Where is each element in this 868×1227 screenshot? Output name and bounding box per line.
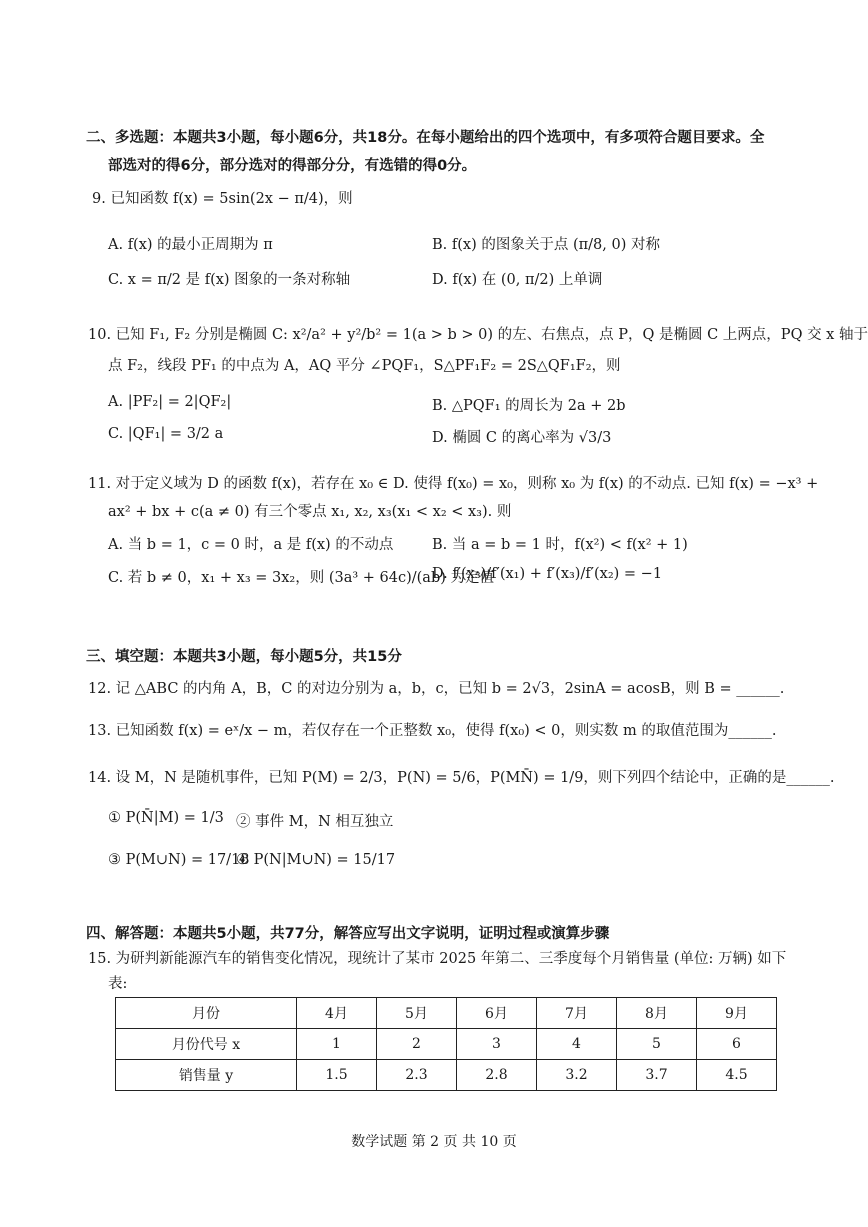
table-cell: 6 — [697, 1029, 777, 1060]
table-cell: 8月 — [617, 998, 697, 1029]
question-11-line2: ax² + bx + c(a ≠ 0) 有三个零点 x₁, x₂, x₃(x₁ < x₂ < x₃). 则 — [108, 504, 512, 520]
page-footer: 数学试题 第 2 页 共 10 页 — [351, 1134, 517, 1150]
question-14-statement-4: ④ P(N|M∪N) = 15/17 — [236, 852, 396, 868]
table-cell: 5月 — [377, 998, 457, 1029]
question-10-line2: 点 F₂，线段 PF₁ 的中点为 A，AQ 平分 ∠PQF₁，S△PF₁F₂ = 2S△QF₁F₂，则 — [108, 358, 621, 374]
question-10-option-a: A. |PF₂| = 2|QF₂| — [108, 394, 232, 410]
table-cell: 4 — [537, 1029, 617, 1060]
table-cell: 3.7 — [617, 1060, 697, 1091]
question-11-option-b: B. 当 a = b = 1 时，f(x²) < f(x² + 1) — [432, 537, 688, 553]
question-14: 14. 设 M，N 是随机事件，已知 P(M) = 2/3，P(N) = 5/6，P(MN̄) = 1/9，则下列四个结论中，正确的是______. — [88, 770, 835, 786]
table-cell: 4月 — [297, 998, 377, 1029]
section2-heading-line1: 二、多选题：本题共3小题，每小题6分，共18分。在每小题给出的四个选项中，有多项符合题目要求。全 — [86, 130, 765, 146]
question-13: 13. 已知函数 f(x) = eˣ/x − m，若仅存在一个正整数 x₀，使得 f(x₀) < 0，则实数 m 的取值范围为______. — [88, 723, 777, 739]
table-cell: 1.5 — [297, 1060, 377, 1091]
section4-heading: 四、解答题：本题共5小题，共77分，解答应写出文字说明，证明过程或演算步骤 — [86, 926, 610, 942]
question-9-option-b: B. f(x) 的图象关于点 (π/8, 0) 对称 — [432, 237, 660, 253]
question-9-stem: 9. 已知函数 f(x) = 5sin(2x − π/4)，则 — [92, 191, 353, 207]
question-15-line1: 15. 为研判新能源汽车的销售变化情况，现统计了某市 2025 年第二、三季度每个月销售量 (单位: 万辆) 如下 — [88, 951, 787, 967]
question-10-option-b: B. △PQF₁ 的周长为 2a + 2b — [432, 398, 626, 414]
table-row — [116, 1060, 777, 1091]
table-cell: 6月 — [457, 998, 537, 1029]
table-cell: 2 — [377, 1029, 457, 1060]
table-cell: 7月 — [537, 998, 617, 1029]
question-11-option-a: A. 当 b = 1，c = 0 时，a 是 f(x) 的不动点 — [108, 537, 394, 553]
section2-heading-line2: 部选对的得6分，部分选对的得部分分，有选错的得0分。 — [108, 158, 477, 174]
table-cell: 3.2 — [537, 1060, 617, 1091]
table-row — [116, 998, 777, 1029]
table-cell: 2.8 — [457, 1060, 537, 1091]
sales-table — [115, 997, 777, 1091]
table-cell: 月份 — [116, 998, 297, 1029]
table-row — [116, 1029, 777, 1060]
question-9-option-a: A. f(x) 的最小正周期为 π — [108, 237, 273, 253]
table-cell: 5 — [617, 1029, 697, 1060]
table-cell: 4.5 — [697, 1060, 777, 1091]
question-11-option-c: C. 若 b ≠ 0，x₁ + x₃ = 3x₂，则 (3a³ + 64c)/(ab) 为定值 — [108, 570, 494, 586]
table-cell: 销售量 y — [116, 1060, 297, 1091]
question-14-statement-3: ③ P(M∪N) = 17/18 — [108, 852, 250, 868]
table-cell: 9月 — [697, 998, 777, 1029]
question-12: 12. 记 △ABC 的内角 A，B，C 的对边分别为 a，b，c，已知 b = 2√3，2sinA = acosB，则 B = ______. — [88, 681, 785, 697]
question-14-statement-2: ② 事件 M，N 相互独立 — [236, 814, 394, 830]
question-10-line1: 10. 已知 F₁, F₂ 分别是椭圆 C: x²/a² + y²/b² = 1(a > b > 0) 的左、右焦点，点 P，Q 是椭圆 C 上两点，PQ 交 x 轴于 — [88, 327, 868, 343]
table-cell: 月份代号 x — [116, 1029, 297, 1060]
question-11-option-d: D. f′(x₃)/f′(x₁) + f′(x₃)/f′(x₂) = −1 — [432, 566, 663, 582]
question-10-option-c: C. |QF₁| = 3/2 a — [108, 426, 224, 442]
question-11-line1: 11. 对于定义域为 D 的函数 f(x)，若存在 x₀ ∈ D. 使得 f(x₀) = x₀，则称 x₀ 为 f(x) 的不动点. 已知 f(x) = −x³ + — [88, 476, 819, 492]
question-14-statement-1: ① P(N̄|M) = 1/3 — [108, 810, 224, 826]
table-cell: 3 — [457, 1029, 537, 1060]
section3-heading: 三、填空题：本题共3小题，每小题5分，共15分 — [86, 649, 402, 665]
table-cell: 1 — [297, 1029, 377, 1060]
question-10-option-d: D. 椭圆 C 的离心率为 √3/3 — [432, 430, 612, 446]
question-9-option-d: D. f(x) 在 (0, π/2) 上单调 — [432, 272, 603, 288]
table-cell: 2.3 — [377, 1060, 457, 1091]
question-15-line2: 表: — [108, 976, 128, 992]
question-9-option-c: C. x = π/2 是 f(x) 图象的一条对称轴 — [108, 272, 351, 288]
